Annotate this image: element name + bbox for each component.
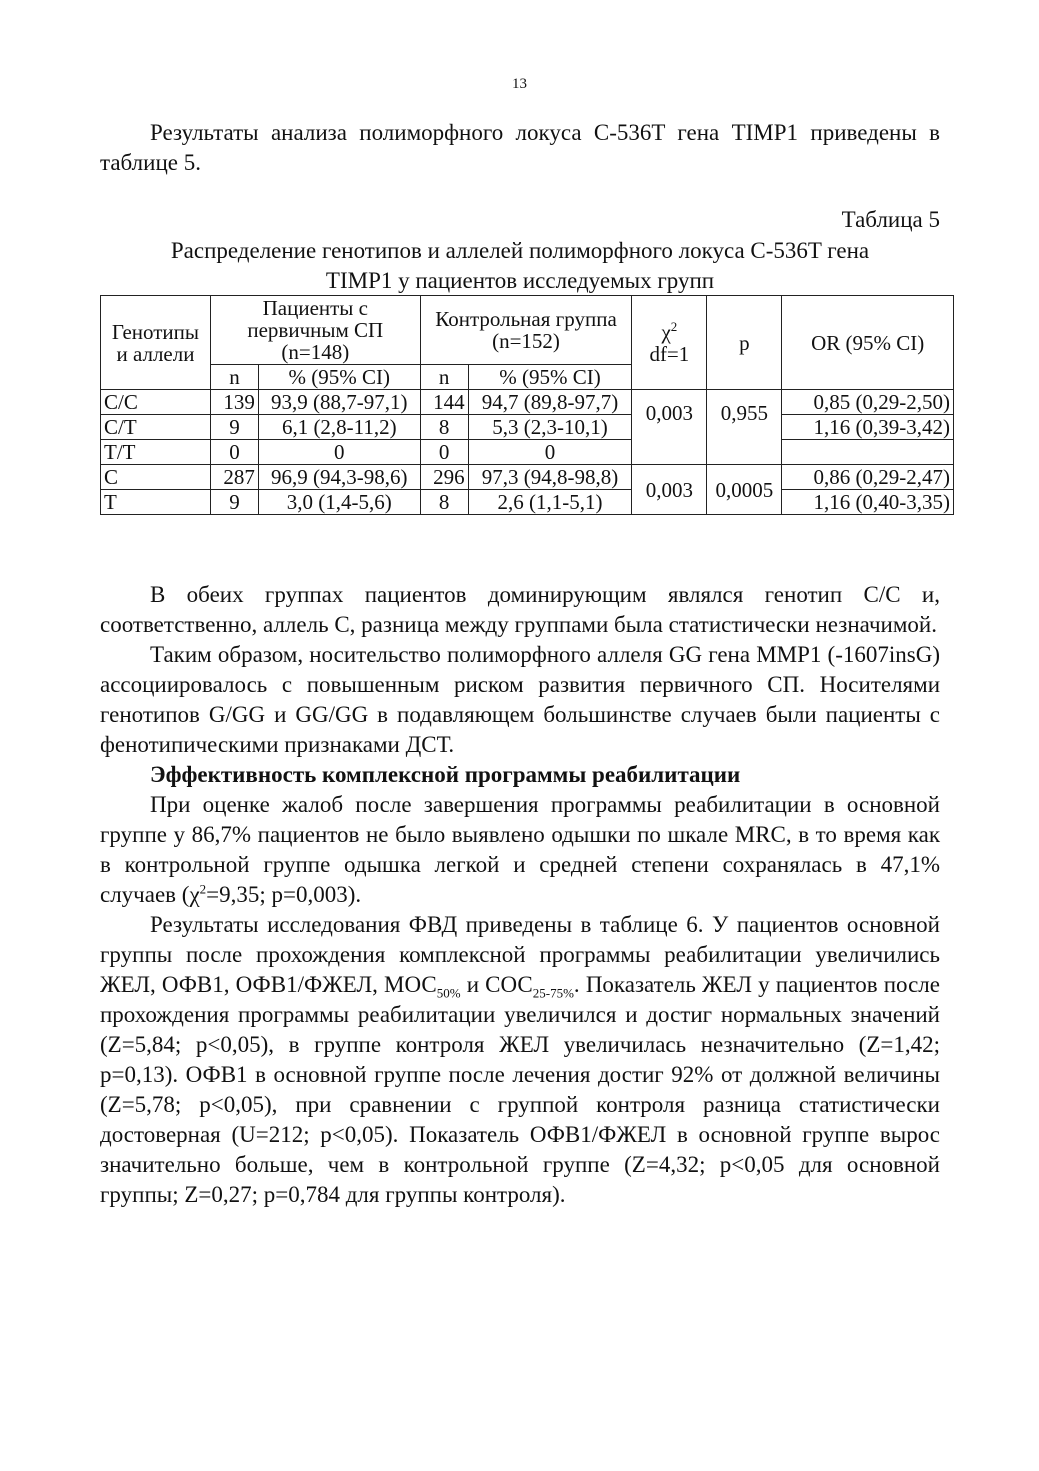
cell-or — [782, 440, 954, 465]
mos-subscript: 50% — [436, 985, 461, 1001]
cell-pct-control: 97,3 (94,8-98,8) — [468, 465, 632, 490]
paragraph-spirometry — [100, 910, 940, 1210]
cell-pct-patients: 96,9 (94,3-98,6) — [258, 465, 420, 490]
chi-exponent: 2 — [199, 881, 207, 897]
cell-pct-patients: 0 — [258, 440, 420, 465]
subheader-n-patients: n — [210, 365, 258, 390]
cell-n-patients: 287 — [210, 465, 258, 490]
subheader-pct-control: % (95% CI) — [468, 365, 632, 390]
cell-or: 1,16 (0,40-3,35) — [782, 490, 954, 515]
cell-or: 1,16 (0,39-3,42) — [782, 415, 954, 440]
header-or: OR (95% CI) — [782, 296, 954, 390]
cell-n-patients: 139 — [210, 390, 258, 415]
cell-or: 0,85 (0,29-2,50) — [782, 390, 954, 415]
complaints-text: При оценке жалоб после завершения программы реабилитации в основной группе у 86,7% пациентов не было выявлено одышки по шкале MRC, в то время как в контрольной группе одышка легкой и средней степени сохранялась в 47,1% случаев ( — [100, 792, 940, 907]
genotype-table — [100, 295, 954, 515]
header-control: Контрольная группа (n=152) — [420, 296, 632, 365]
table-row — [101, 440, 954, 465]
header-genotypes: Генотипы и аллели — [101, 296, 211, 390]
cell-allele-chi2: 0,003 — [632, 465, 707, 515]
chi-exponent: 2 — [670, 318, 678, 334]
spirometry-text-b: и СОС — [460, 972, 533, 997]
paragraph-genotype-conclusion: В обеих группах пациентов доминирующим являлся генотип C/C и, соответственно, аллель C, разница между группами была статистически незначимой. — [100, 582, 940, 637]
sos-subscript: 25-75% — [532, 985, 574, 1001]
cell-n-control: 144 — [420, 390, 468, 415]
cell-or: 0,86 (0,29-2,47) — [782, 465, 954, 490]
table-row — [101, 415, 954, 440]
subheader-n-control: n — [420, 365, 468, 390]
page-number: 13 — [512, 76, 527, 92]
cell-n-patients: 0 — [210, 440, 258, 465]
cell-allele: T — [101, 490, 211, 515]
cell-allele-p: 0,0005 — [707, 465, 782, 515]
cell-genotype: T/T — [101, 440, 211, 465]
cell-pct-control: 2,6 (1,1-5,1) — [468, 490, 632, 515]
cell-pct-control: 5,3 (2,3-10,1) — [468, 415, 632, 440]
table-title-line2: TIMP1 у пациентов исследуемых групп — [325, 268, 715, 293]
cell-n-control: 296 — [420, 465, 468, 490]
cell-pct-patients: 6,1 (2,8-11,2) — [258, 415, 420, 440]
cell-genotype-chi2: 0,003 — [632, 390, 707, 465]
chi-symbol: χ — [661, 319, 671, 344]
subheader-pct-patients: % (95% CI) — [258, 365, 420, 390]
spirometry-text-a: Результаты исследования ФВД приведены в таблице 6. У пациентов основной группы после прохождения комплексной программы реабилитации увеличились ЖЕЛ, ОФВ1, ОФВ1/ФЖЕЛ, МОС — [100, 912, 940, 997]
spirometry-text-c: . Показатель ЖЕЛ у пациентов после прохождения программы реабилитации увеличился и достиг нормальных значений (Z=5,84; p<0,05), в группе контроля ЖЕЛ увеличилась незначительно (Z=1,42; p=0,13). ОФВ1 в основной группе после лечения достиг 92% от должной величины (Z=5,78; p<0,05), при сравнении с группой контроля разница статистически достоверная (U=212; p<0,05). Показатель ОФВ1/ФЖЕЛ в основной группе вырос значительно больше, чем в контрольной группе (Z=4,32; p<0,05 для основной группы; Z=0,27; p=0,784 для группы контроля). — [100, 972, 940, 1207]
cell-n-control: 8 — [420, 415, 468, 440]
cell-pct-control: 0 — [468, 440, 632, 465]
section-heading: Эффективность комплексной программы реабилитации — [150, 762, 741, 787]
cell-allele: C — [101, 465, 211, 490]
body-text — [100, 580, 940, 1210]
df-label: df=1 — [649, 341, 690, 366]
cell-genotype: C/C — [101, 390, 211, 415]
cell-pct-patients: 93,9 (88,7-97,1) — [258, 390, 420, 415]
cell-genotype-p: 0,955 — [707, 390, 782, 465]
intro-paragraph — [100, 118, 940, 178]
table-row — [101, 465, 954, 490]
paragraph-summary: Таким образом, носительство полиморфного аллеля GG гена MMP1 (-1607insG) ассоциировалось с повышенным риском развития первичного СП. Носителями генотипов G/GG и GG/GG в подавляющем большинстве случаев были пациенты с фенотипическими признаками ДСТ. — [100, 642, 940, 757]
table-row — [101, 490, 954, 515]
cell-n-patients: 9 — [210, 490, 258, 515]
cell-n-patients: 9 — [210, 415, 258, 440]
table-title-line1: Распределение генотипов и аллелей полиморфного локуса C-536T гена — [170, 238, 870, 263]
table-header-row — [101, 296, 954, 365]
intro-text: Результаты анализа полиморфного локуса C-536T гена TIMP1 приведены в таблице 5. — [100, 120, 940, 175]
cell-genotype: C/T — [101, 415, 211, 440]
table-row — [101, 390, 954, 415]
header-patients: Пациенты с первичным СП (n=148) — [210, 296, 420, 365]
header-p: p — [707, 296, 782, 390]
table-title — [100, 236, 940, 296]
paragraph-complaints — [100, 790, 940, 910]
chi-symbol: χ — [189, 882, 200, 907]
cell-pct-control: 94,7 (89,8-97,7) — [468, 390, 632, 415]
header-chi2 — [632, 296, 707, 390]
cell-pct-patients: 3,0 (1,4-5,6) — [258, 490, 420, 515]
complaints-stats: =9,35; p=0,003). — [206, 882, 362, 907]
cell-n-control: 8 — [420, 490, 468, 515]
table-label: Таблица 5 — [841, 207, 940, 232]
cell-n-control: 0 — [420, 440, 468, 465]
